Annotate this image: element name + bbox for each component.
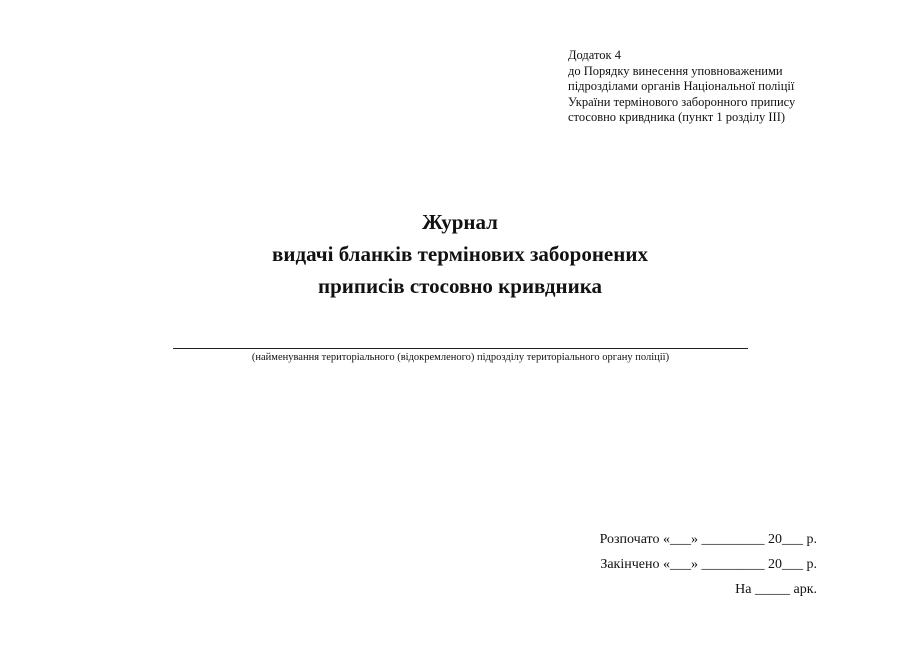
title-line-3: приписів стосовно кривдника	[318, 274, 602, 298]
organization-name-line	[173, 348, 748, 349]
finished-date-line: Закінчено «___» _________ 20___ р.	[600, 557, 817, 572]
appendix-line-3: підрозділами органів Національної поліції	[568, 79, 795, 93]
appendix-line-5: стосовно кривдника (пункт 1 розділу III)	[568, 110, 786, 124]
journal-dates	[600, 527, 817, 602]
organization-name-caption: (найменування територіального (відокремленого) підрозділу територіального органу поліції)	[251, 352, 670, 363]
started-date-line: Розпочато «___» _________ 20___ р.	[599, 532, 817, 547]
title-line-1: Журнал	[422, 210, 498, 234]
title-line-2: видачі бланків термінових заборонених	[272, 242, 648, 266]
appendix-line-2: до Порядку винесення уповноваженими	[568, 63, 783, 78]
appendix-line-1: Додаток 4	[568, 48, 621, 62]
appendix-line-4: України термінового заборонного припису	[568, 94, 796, 109]
document-title	[0, 206, 920, 302]
sheet-count-line: На _____ арк.	[735, 582, 817, 597]
appendix-note	[568, 48, 908, 126]
